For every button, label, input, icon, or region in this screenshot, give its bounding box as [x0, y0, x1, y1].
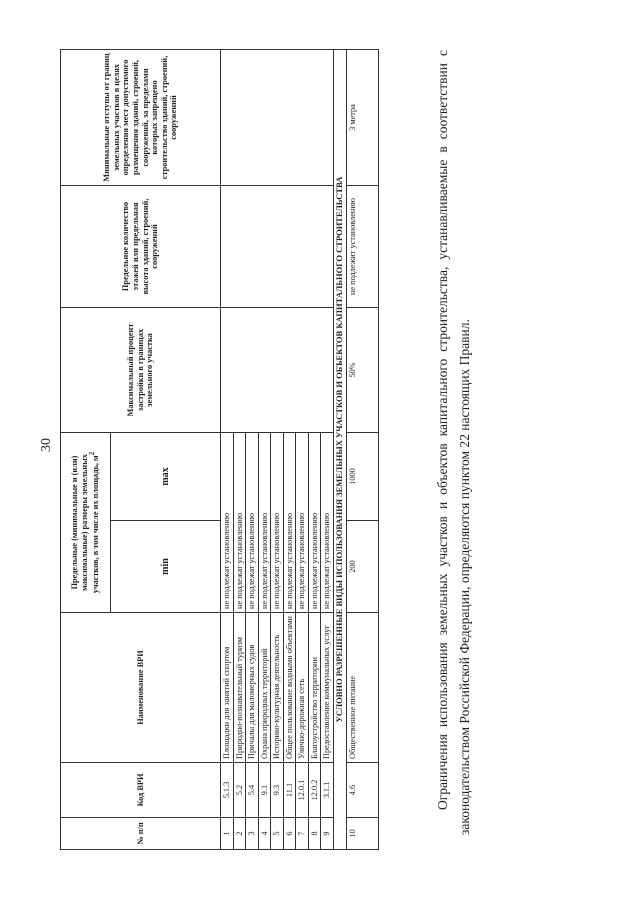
page-number: 30 — [39, 438, 54, 452]
row-code: 11.1 — [283, 763, 296, 818]
row-num: 1 — [221, 818, 234, 850]
row-code: 12.0.1 — [296, 763, 309, 818]
area-header-sup: 2 — [89, 451, 97, 456]
merged-blank-cell — [221, 50, 334, 186]
header-row-1 — [61, 50, 111, 850]
row-value: не подлежат установлению — [283, 433, 296, 613]
row-value: не подлежат установлению — [271, 433, 284, 613]
row-name: Благоустройство территории — [308, 613, 321, 763]
land-use-table — [60, 49, 379, 850]
row-name: Историко-культурная деятельность — [271, 613, 284, 763]
col-header-code: Код ВРИ — [61, 763, 221, 818]
section-row — [333, 50, 346, 850]
row-min: 200 — [346, 521, 378, 613]
col-header-setback: Минимальные отступы от границ земельных участков в целях определения мест допустимого размещения зданий, строений, сооружений, за пределами которых запрещено строительство зданий, строений, сооружений — [61, 50, 221, 186]
area-header-text: Предельные (минимальные и (или) максимальные) размеры земельных участков, в том числе их площадь, м — [70, 454, 101, 594]
row-value: не подлежат установлению — [246, 433, 259, 613]
row-num: 8 — [308, 818, 321, 850]
row-name: Предоставление коммунальных услуг — [321, 613, 334, 763]
row-value: не подлежат установлению — [321, 433, 334, 613]
merged-blank-cell — [221, 308, 334, 433]
row-num: 10 — [346, 818, 378, 850]
col-header-max: max — [111, 433, 221, 521]
col-header-floors: Предельное количество этажей или предельная высота зданий, строений, сооружений — [61, 186, 221, 308]
rotated-page-content — [60, 10, 470, 850]
col-header-num: № п/п — [61, 818, 221, 850]
row-code: 4.6 — [346, 763, 378, 818]
row-code: 3.1.1 — [321, 763, 334, 818]
table-row — [221, 50, 234, 850]
col-header-percent: Максимальный процент застройки в границах земельного участка — [61, 308, 221, 433]
row-value: не подлежат установлению — [296, 433, 309, 613]
row-num: 7 — [296, 818, 309, 850]
row-code: 5.1.3 — [221, 763, 234, 818]
table-row — [346, 50, 378, 850]
row-percent: 50% — [346, 308, 378, 433]
row-name: Общее пользование водными объектами — [283, 613, 296, 763]
row-name: Охрана природных территорий — [258, 613, 271, 763]
col-header-area — [61, 433, 111, 613]
row-num: 6 — [283, 818, 296, 850]
row-num: 9 — [321, 818, 334, 850]
row-value: не подлежат установлению — [308, 433, 321, 613]
row-code: 9.1 — [258, 763, 271, 818]
row-value: не подлежат установлению — [221, 433, 234, 613]
row-name: Природно-познавательный туризм — [233, 613, 246, 763]
row-setback: 3 метра — [346, 50, 378, 186]
row-value: не подлежат установлению — [233, 433, 246, 613]
row-name: Причалы для маломерных судов — [246, 613, 259, 763]
row-name: Улично-дорожная сеть — [296, 613, 309, 763]
row-code: 12.0.2 — [308, 763, 321, 818]
row-num: 5 — [271, 818, 284, 850]
col-header-name: Наименование ВРИ — [61, 613, 221, 763]
row-name: Общественное питание — [346, 613, 378, 763]
row-value: не подлежат установлению — [258, 433, 271, 613]
row-num: 3 — [246, 818, 259, 850]
row-code: 5.4 — [246, 763, 259, 818]
restrictions-note: Ограничения использования земельных участков и объектов капитального строительства, устанавливаемые в соответствии с законодательством Российской Федерации, определяются пунктом 22 настоящих Правил. — [434, 50, 472, 835]
row-code: 5.2 — [233, 763, 246, 818]
col-header-min: min — [111, 521, 221, 613]
row-name: Площадки для занятий спортом — [221, 613, 234, 763]
row-code: 9.3 — [271, 763, 284, 818]
row-floors: не подлежит установлению — [346, 186, 378, 308]
row-max: 1000 — [346, 433, 378, 521]
section-title: УСЛОВНО РАЗРЕШЕННЫЕ ВИДЫ ИСПОЛЬЗОВАНИЯ ЗЕМЕЛЬНЫХ УЧАСТКОВ И ОБЪЕКТОВ КАПИТАЛЬНОГО СТРОИТЕЛЬСТВА — [333, 50, 346, 850]
row-num: 2 — [233, 818, 246, 850]
row-num: 4 — [258, 818, 271, 850]
merged-blank-cell — [221, 186, 334, 308]
